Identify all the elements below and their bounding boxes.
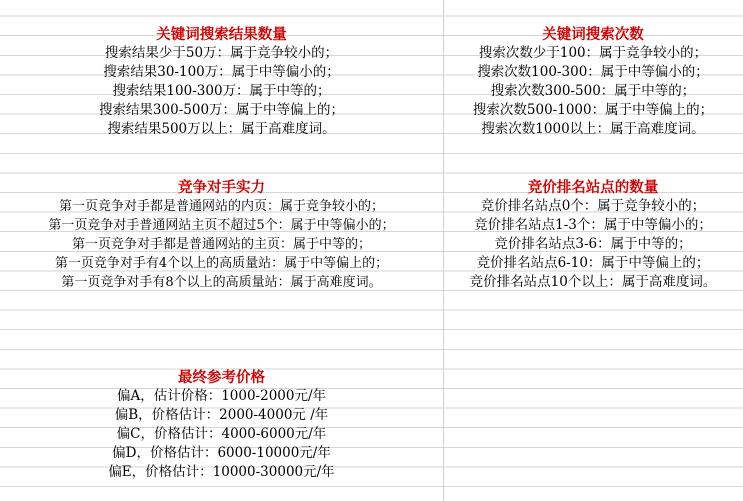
section-competitor-strength [0, 178, 443, 292]
section-line[interactable]: 竞价排名站点3-6：属于中等的； [494, 236, 692, 252]
section-final-price [0, 368, 443, 482]
section-title[interactable]: 竞价排名站点的数量 [527, 179, 659, 196]
section-line[interactable]: 搜索结果500万以上：属于高难度词。 [107, 121, 336, 137]
section-line[interactable]: 搜索结果30-100万：属于中等偏小的； [103, 64, 340, 80]
section-line[interactable]: 第一页竞争对手有8个以上的高质量站：属于高难度词。 [61, 275, 382, 290]
section-line[interactable]: 第一页竞争对手都是普通网站的主页：属于中等的； [71, 237, 371, 252]
section-line[interactable]: 竞价排名站点6-10：属于中等偏上的； [476, 255, 710, 271]
section-line[interactable]: 偏B，价格估计：2000-4000元 /年 [114, 407, 329, 423]
section-line[interactable]: 第一页竞争对手有4个以上的高质量站：属于中等偏上的； [54, 256, 389, 271]
section-line[interactable]: 竞价排名站点0个：属于竞争较小的； [480, 198, 706, 214]
section-title[interactable]: 最终参考价格 [178, 369, 265, 386]
section-line[interactable]: 第一页竞争对手都是普通网站的内页：属于竞争较小的； [58, 199, 384, 214]
section-title[interactable]: 关键词搜索次数 [542, 26, 644, 43]
section-line[interactable]: 偏E，价格估计：10000-30000元/年 [108, 464, 335, 480]
section-line[interactable]: 搜索次数100-300：属于中等偏小的； [477, 64, 709, 80]
section-title[interactable]: 竞争对手实力 [178, 179, 265, 196]
section-bid-sites [443, 178, 743, 292]
section-line[interactable]: 竞价排名站点10个以上：属于高难度词。 [469, 274, 717, 290]
section-title[interactable]: 关键词搜索结果数量 [156, 26, 287, 43]
section-line[interactable]: 偏A，估计价格：1000-2000元/年 [116, 388, 327, 404]
section-search-results [0, 25, 443, 139]
section-line[interactable]: 竞价排名站点1-3个：属于中等偏小的； [474, 217, 712, 233]
section-line[interactable]: 搜索结果少于50万：属于竞争较小的； [104, 45, 339, 61]
section-line[interactable]: 搜索次数少于100：属于竞争较小的； [478, 45, 708, 61]
section-line[interactable]: 搜索结果300-500万：属于中等偏上的； [98, 102, 345, 118]
section-line[interactable]: 偏C，价格估计：4000-6000元/年 [116, 426, 327, 442]
section-line[interactable]: 搜索次数1000以上：属于高难度词。 [481, 121, 705, 137]
section-line[interactable]: 搜索次数300-500：属于中等的； [490, 83, 696, 99]
section-line[interactable]: 第一页竞争对手普通网站主页不超过5个：属于中等偏小的； [48, 218, 395, 233]
section-search-count [443, 25, 743, 139]
section-line[interactable]: 搜索次数500-1000：属于中等偏上的； [472, 102, 714, 118]
section-line[interactable]: 偏D，价格估计：6000-10000元/年 [112, 445, 331, 461]
section-line[interactable]: 搜索结果100-300万：属于中等的； [112, 83, 331, 99]
